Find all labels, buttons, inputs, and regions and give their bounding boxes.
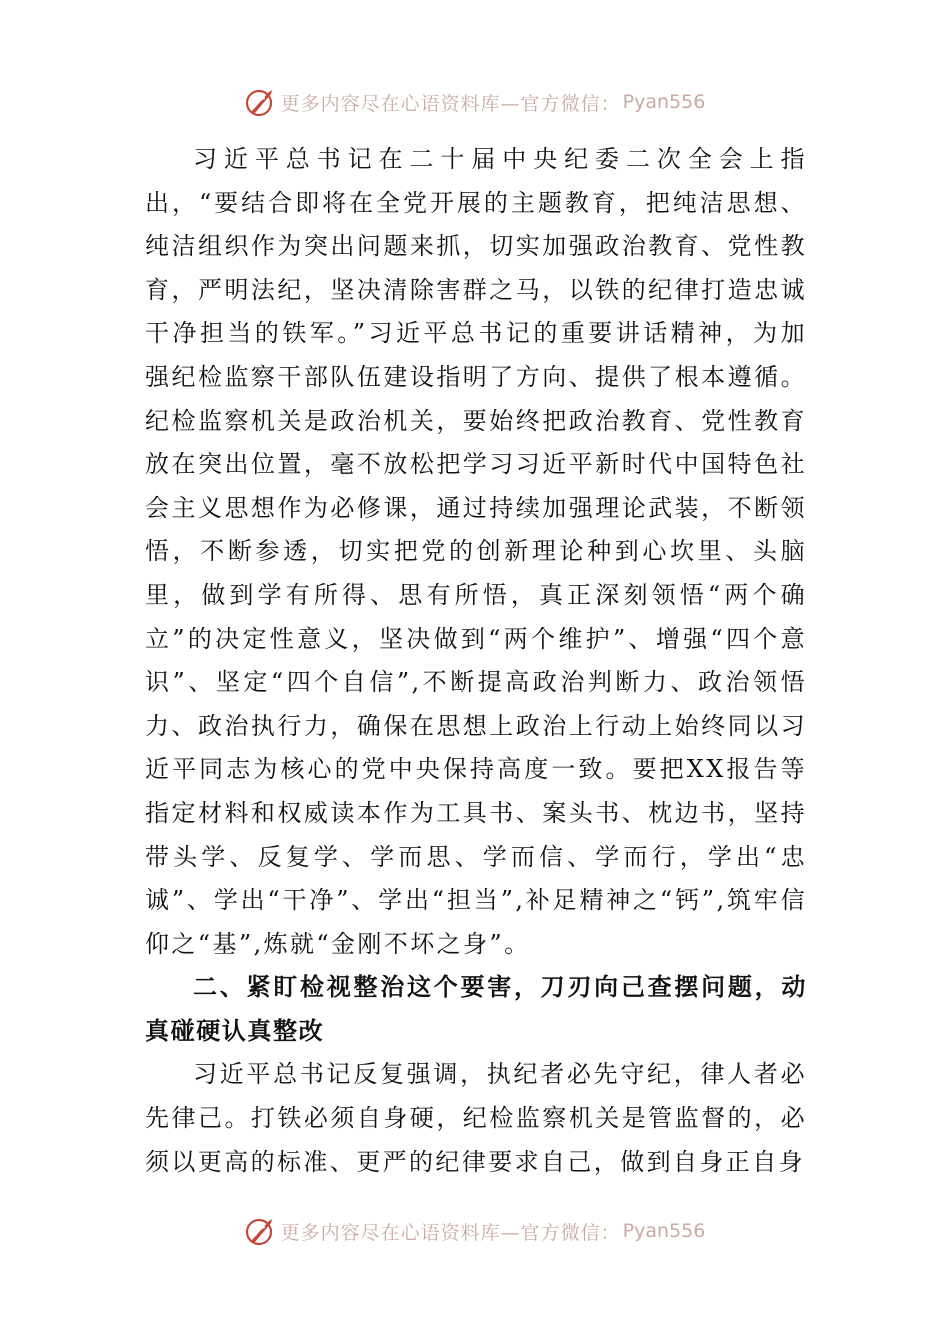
watermark-text: 更多内容尽在心语资料库—官方微信： — [280, 1221, 621, 1244]
watermark-footer — [0, 1215, 950, 1247]
watermark-header — [0, 86, 950, 118]
quill-logo-icon — [245, 1215, 277, 1247]
watermark-wechat-id: Pyan556 — [622, 1220, 706, 1242]
body-paragraph: 习近平总书记在二十届中央纪委二次全会上指出，“要结合即将在全党开展的主题教育，把纯洁思想、纯洁组织作为突出问题来抓，切实加强政治教育、党性教育，严明法纪，坚决清除害群之马，以铁的纪律打造忠诚干净担当的铁军。”习近平总书记的重要讲话精神，为加强纪检监察干部队伍建设指明了方向、提供了根本遵循。纪检监察机关是政治机关，要始终把政治教育、党性教育放在突出位置，毫不放松把学习习近平新时代中国特色社会主义思想作为必修课，通过持续加强理论武装，不断领悟，不断参透，切实把党的创新理论种到心坎里、头脑里，做到学有所得、思有所悟，真正深刻领悟“两个确立”的决定性意义，坚决做到“两个维护”、增强“四个意识”、坚定“四个自信”,不断提高政治判断力、政治领悟力、政治执行力，确保在思想上政治上行动上始终同以习近平同志为核心的党中央保持高度一致。要把XX报告等指定材料和权威读本作为工具书、案头书、枕边书，坚持带头学、反复学、学而思、学而信、学而行，学出“忠诚”、学出“干净”、学出“担当”,补足精神之“钙”,筑牢信仰之“基”,炼就“金刚不坏之身”。 — [145, 145, 807, 958]
watermark-wechat-id: Pyan556 — [622, 91, 706, 113]
quill-logo-icon — [245, 86, 277, 118]
body-paragraph: 习近平总书记反复强调，执纪者必先守纪，律人者必先律己。打铁必须自身硬，纪检监察机关是管监督的，必须以更高的标准、更严的纪律要求自己，做到自身正自身 — [145, 1060, 807, 1176]
watermark-text: 更多内容尽在心语资料库—官方微信： — [280, 92, 621, 115]
section-heading: 二、紧盯检视整治这个要害，刀刃向己查摆问题，动真碰硬认真整改 — [145, 973, 807, 1045]
document-body — [145, 138, 807, 1184]
